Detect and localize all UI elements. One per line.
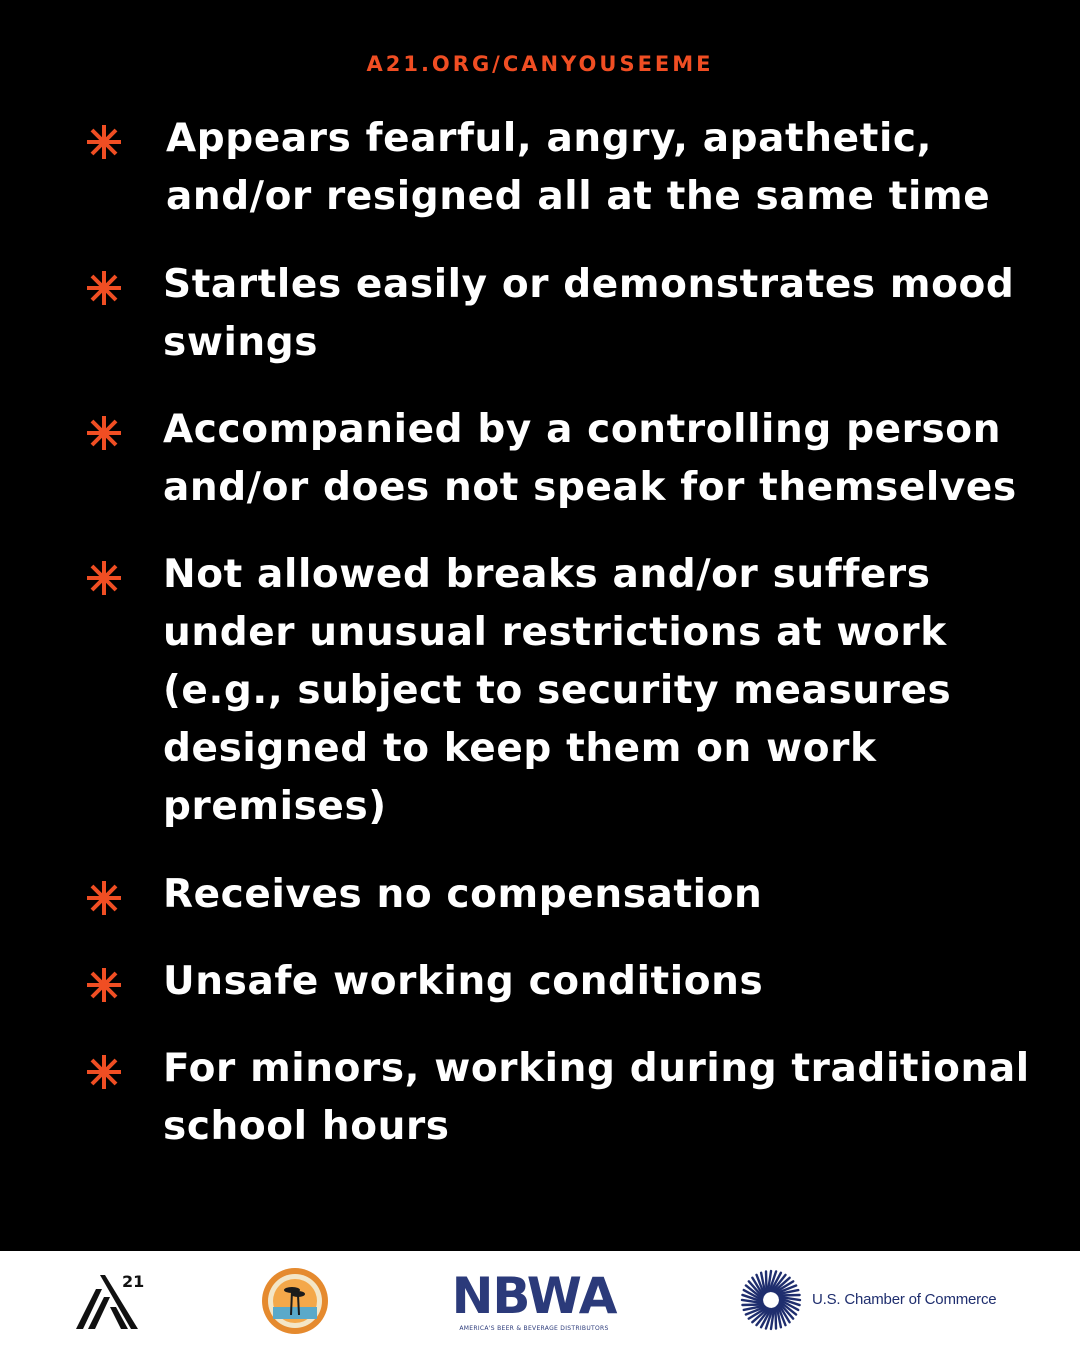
asterisk-icon xyxy=(84,268,124,308)
list-item-text: Startles easily or demonstrates mood swings xyxy=(163,262,1015,365)
a21-mark: 21 xyxy=(122,1272,144,1291)
chamber-seal-icon xyxy=(740,1269,802,1331)
nbwa-wordmark: NBWA xyxy=(451,1267,617,1325)
asterisk-icon xyxy=(84,878,124,918)
list-item-text: Not allowed breaks and/or suffers under unusual restrictions at work (e.g., subject to security measures designed to keep them on work premises) xyxy=(163,552,952,829)
nbwa-tagline: AMERICA'S BEER & BEVERAGE DISTRIBUTORS xyxy=(459,1325,609,1332)
asterisk-icon xyxy=(84,122,124,162)
list-item-text: Receives no compensation xyxy=(163,872,763,917)
nbwa-logo xyxy=(444,1267,624,1333)
list-item-text: Unsafe working conditions xyxy=(163,959,764,1004)
asterisk-icon xyxy=(84,413,124,453)
a21-logo xyxy=(74,1271,144,1331)
list-item-text: Accompanied by a controlling person and/or does not speak for themselves xyxy=(163,407,1017,510)
list-item-text: Appears fearful, angry, apathetic, and/or resigned all at the same time xyxy=(166,116,991,219)
campaign-url-link[interactable]: A21.ORG/CANYOUSEEME xyxy=(366,52,714,76)
asterisk-icon xyxy=(84,1052,124,1092)
sponsor-footer xyxy=(0,1251,1080,1350)
asterisk-icon xyxy=(84,965,124,1005)
heimark-distributing-logo xyxy=(261,1267,329,1335)
asterisk-icon xyxy=(84,558,124,598)
chamber-of-commerce-name: U.S. Chamber of Commerce xyxy=(812,1291,997,1308)
list-item-text: For minors, working during traditional school hours xyxy=(163,1046,1030,1149)
